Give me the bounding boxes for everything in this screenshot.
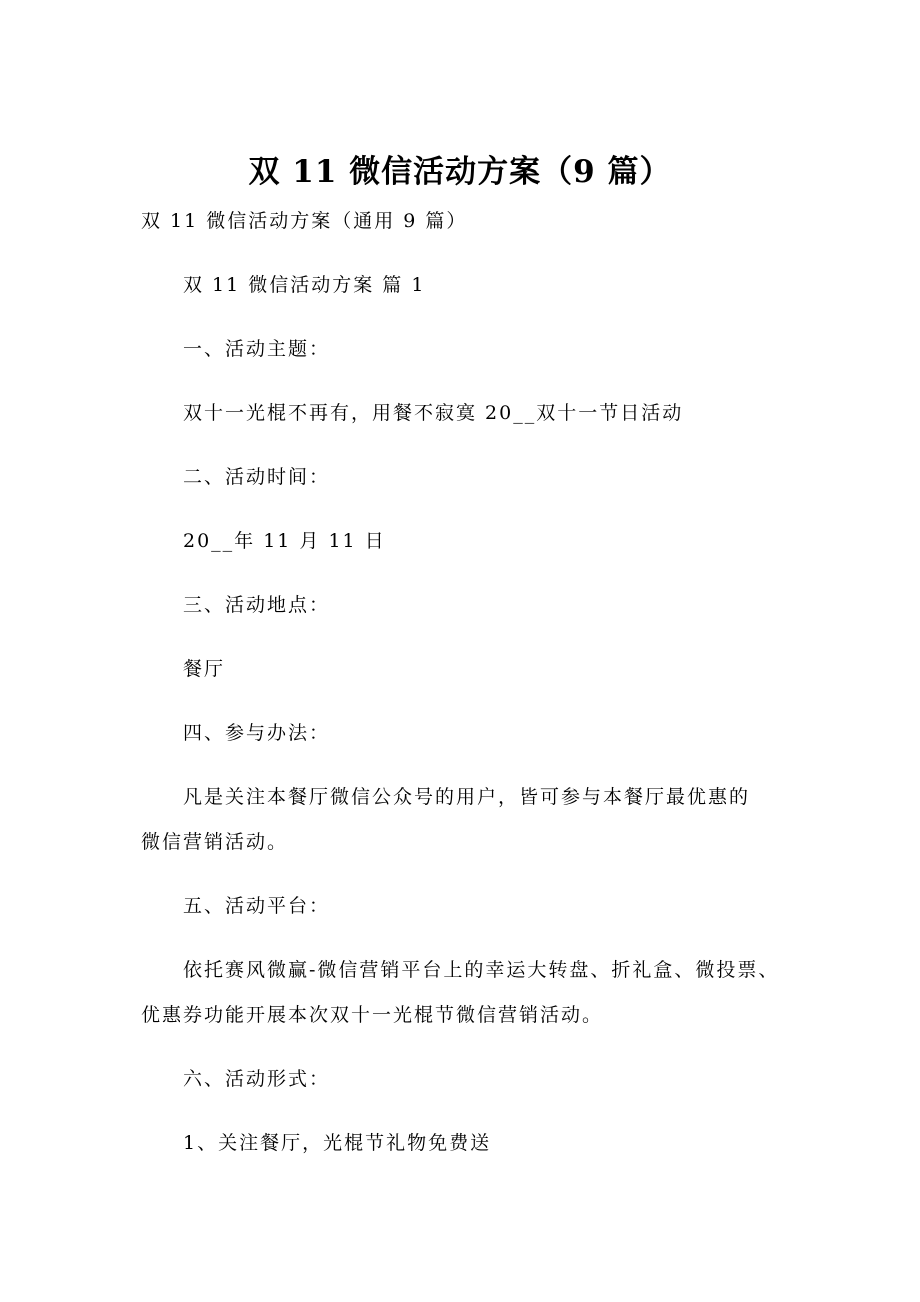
paragraph-format-item1: 1、关注餐厅，光棍节礼物免费送: [183, 1132, 492, 1154]
paragraph-platform-line2: 优惠券功能开展本次双十一光棍节微信营销活动。: [141, 1004, 604, 1026]
heading-time: 二、活动时间：: [183, 466, 331, 488]
heading-platform: 五、活动平台：: [183, 895, 331, 917]
paragraph-theme: 双十一光棍不再有，用餐不寂寞 20__双十一节日活动: [183, 402, 684, 424]
paragraph-time: 20__年 11 月 11 日: [183, 530, 386, 552]
paragraph-participation-line2: 微信营销活动。: [141, 831, 289, 853]
heading-theme: 一、活动主题：: [183, 338, 331, 360]
heading-participation: 四、参与办法：: [183, 722, 331, 744]
paragraph-location: 餐厅: [183, 658, 226, 680]
document-title: 双 11 微信活动方案（9 篇）: [248, 154, 672, 190]
paragraph-platform-line1: 依托赛风微赢-微信营销平台上的幸运大转盘、折礼盒、微投票、: [183, 959, 780, 981]
heading-format: 六、活动形式：: [183, 1068, 331, 1090]
heading-location: 三、活动地点：: [183, 594, 331, 616]
section-heading: 双 11 微信活动方案 篇 1: [183, 274, 426, 296]
document-subtitle: 双 11 微信活动方案（通用 9 篇）: [141, 210, 468, 232]
paragraph-participation-line1: 凡是关注本餐厅微信公众号的用户，皆可参与本餐厅最优惠的: [183, 786, 751, 808]
